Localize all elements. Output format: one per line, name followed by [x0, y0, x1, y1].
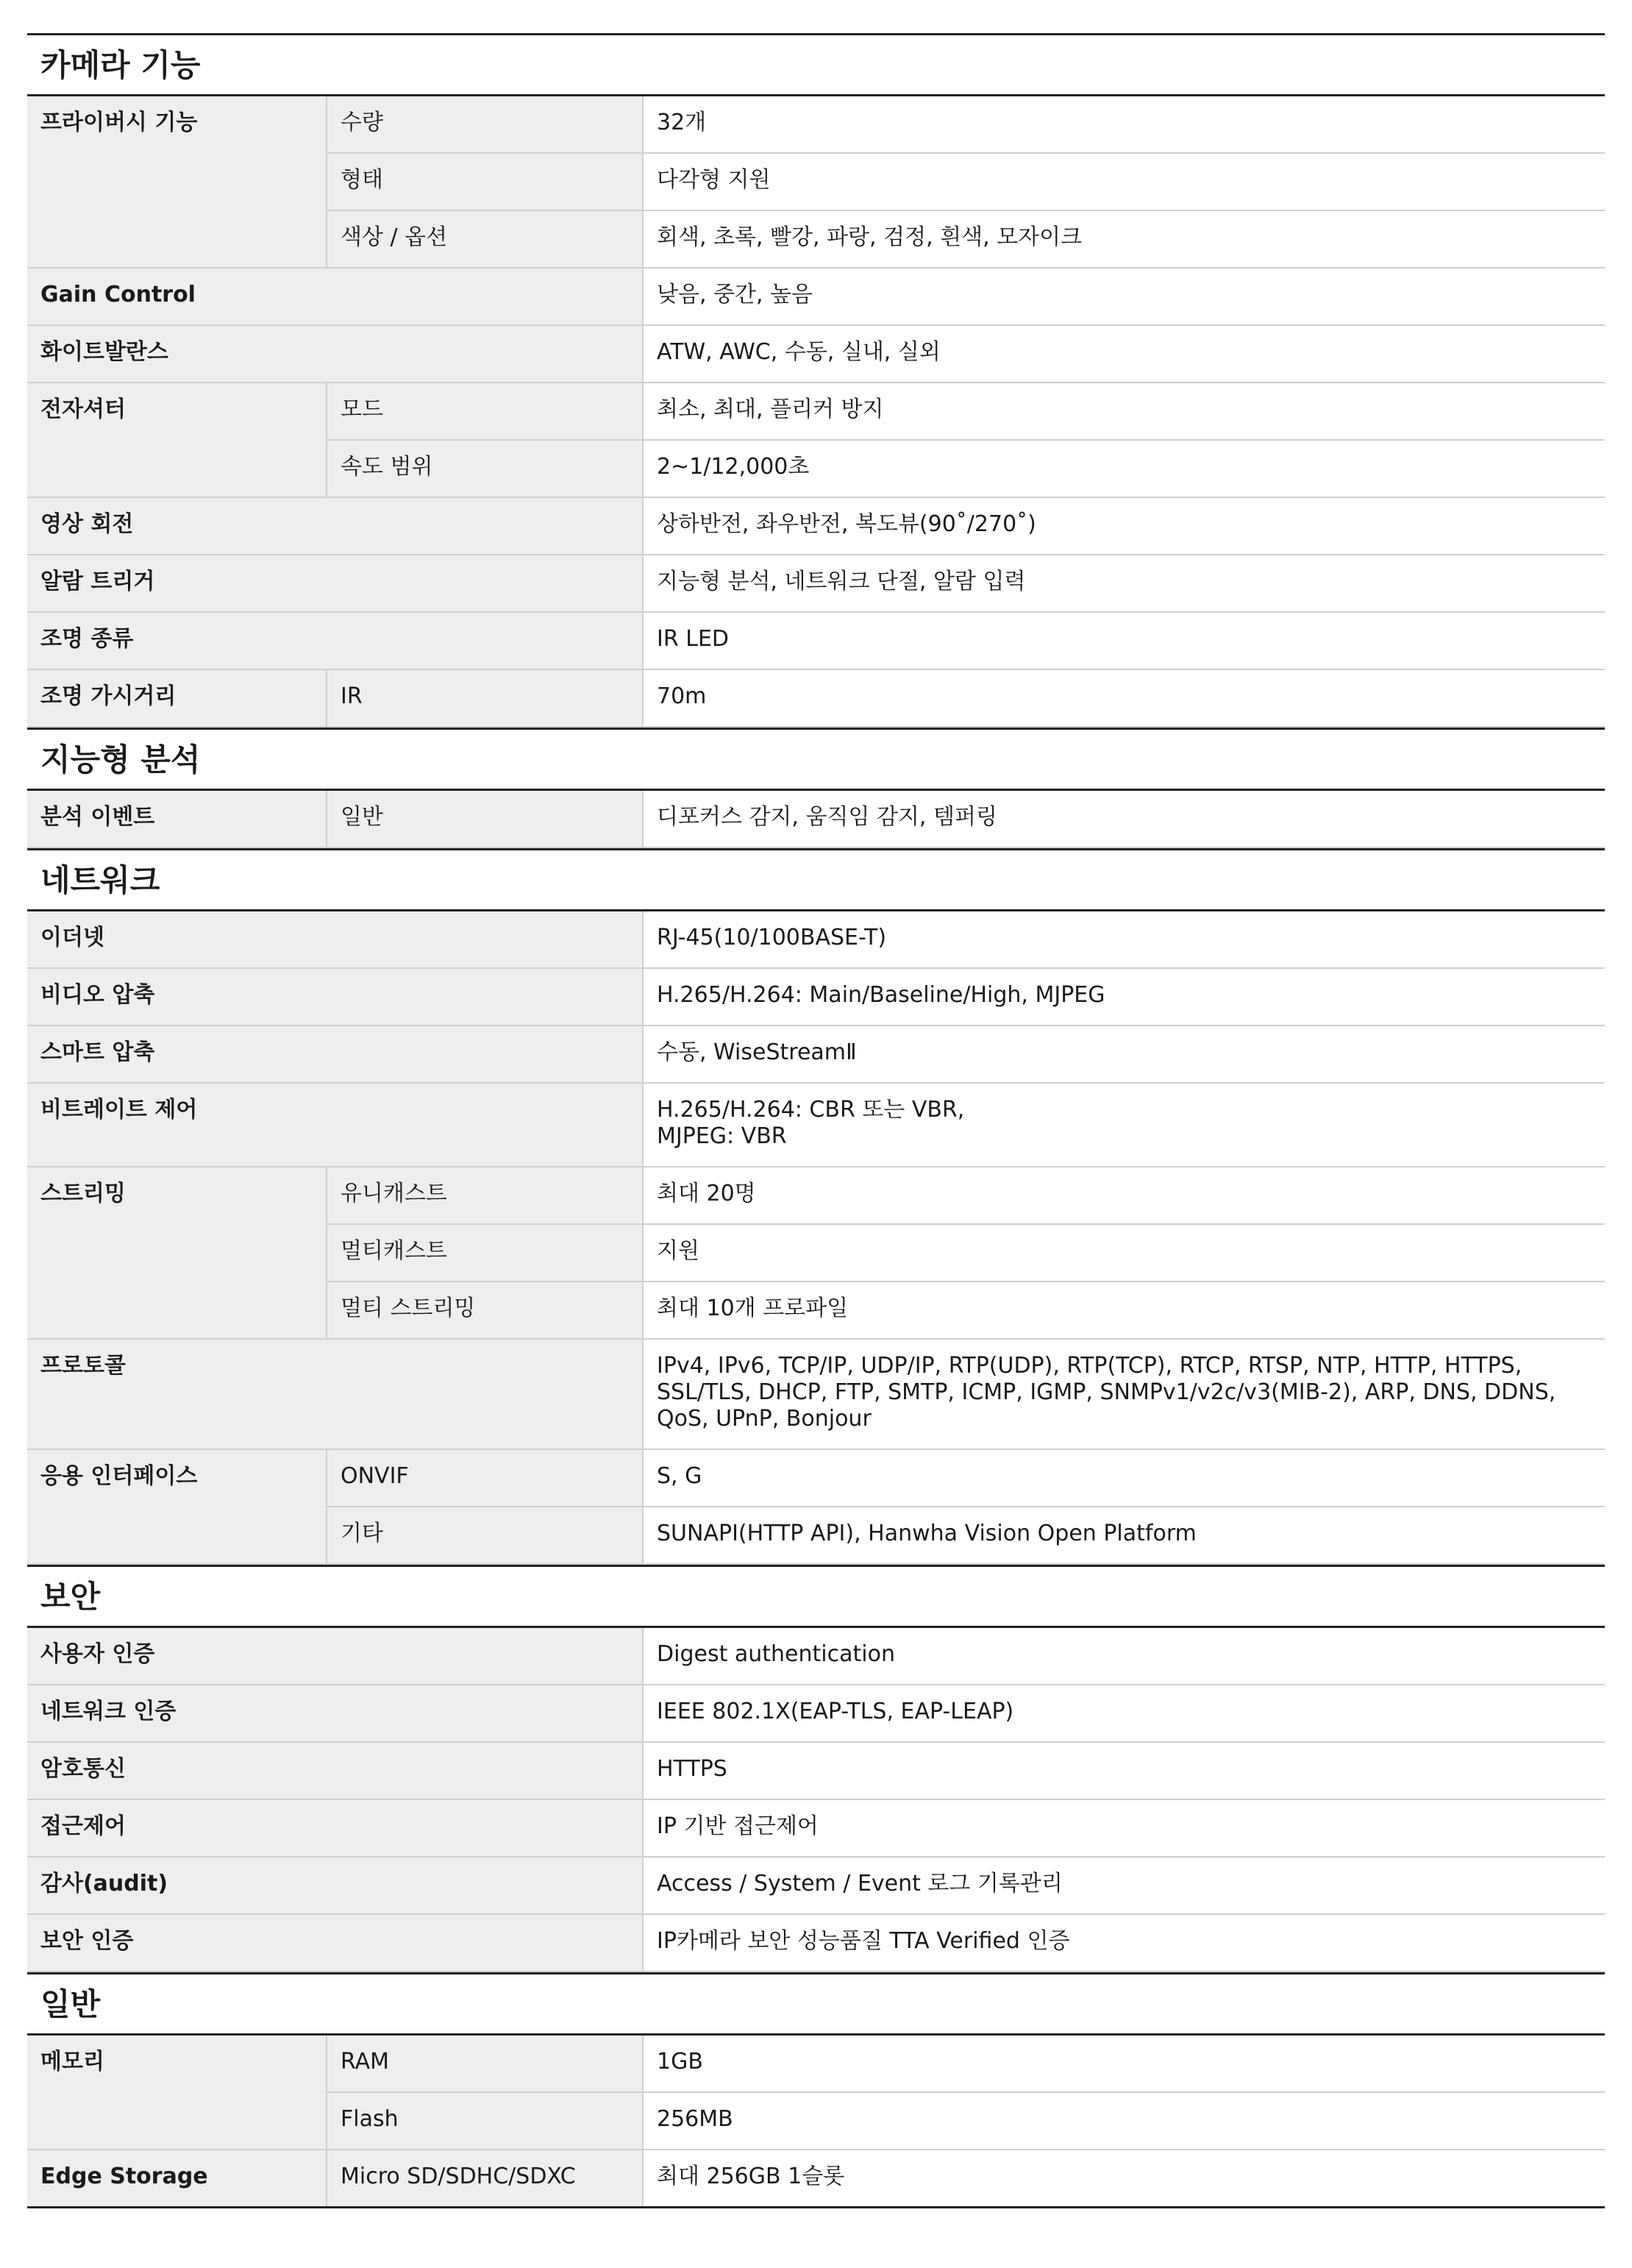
spec-label: 응용 인터페이스: [27, 1449, 327, 1564]
spec-row: [27, 968, 1605, 1025]
spec-value: ATW, AWC, 수동, 실내, 실외: [643, 325, 1605, 383]
spec-value: 최소, 최대, 플리커 방지: [643, 383, 1605, 440]
spec-row: [27, 791, 1605, 847]
spec-row: [27, 1167, 1605, 1224]
spec-value: SUNAPI(HTTP API), Hanwha Vision Open Platform: [643, 1507, 1605, 1564]
spec-value: 상하반전, 좌우반전, 복도뷰(90˚/270˚): [643, 497, 1605, 555]
spec-value: 1GB: [643, 2036, 1605, 2092]
spec-row: [27, 1628, 1605, 1685]
spec-row: [27, 383, 1605, 440]
spec-label: 스트리밍: [27, 1167, 327, 1339]
section-title: 일반: [27, 1972, 1605, 2036]
spec-sublabel: 멀티 스트리밍: [327, 1281, 643, 1339]
spec-label: 비트레이트 제어: [27, 1083, 643, 1167]
spec-value: 최대 20명: [643, 1167, 1605, 1224]
spec-row: [27, 497, 1605, 555]
spec-sublabel: 색상 / 옵션: [327, 210, 643, 268]
spec-label: 비디오 압축: [27, 968, 643, 1025]
spec-section: [27, 1565, 1605, 1972]
spec-value: RJ-45(10/100BASE-T): [643, 911, 1605, 968]
spec-sublabel: 유니캐스트: [327, 1167, 643, 1224]
spec-value: 최대 10개 프로파일: [643, 1281, 1605, 1339]
spec-table: [27, 2036, 1605, 2208]
spec-label: 분석 이벤트: [27, 791, 327, 847]
spec-sublabel: 형태: [327, 153, 643, 210]
spec-sublabel: 속도 범위: [327, 440, 643, 497]
spec-section: [27, 848, 1605, 1565]
spec-label: 암호통신: [27, 1742, 643, 1799]
spec-row: [27, 1339, 1605, 1449]
spec-row: [27, 1025, 1605, 1083]
spec-label: 조명 가시거리: [27, 669, 327, 727]
spec-label: 전자셔터: [27, 383, 327, 497]
spec-section: [27, 1972, 1605, 2208]
spec-sheet: [27, 33, 1605, 2208]
spec-value: 회색, 초록, 빨강, 파랑, 검정, 흰색, 모자이크: [643, 210, 1605, 268]
spec-value: Digest authentication: [643, 1628, 1605, 1685]
spec-sublabel: IR: [327, 669, 643, 727]
spec-sublabel: ONVIF: [327, 1449, 643, 1507]
spec-label: 보안 인증: [27, 1914, 643, 1972]
spec-value: IP 기반 접근제어: [643, 1799, 1605, 1857]
spec-row: [27, 1799, 1605, 1857]
spec-label: 화이트발란스: [27, 325, 643, 383]
spec-row: [27, 555, 1605, 612]
spec-value: IPv4, IPv6, TCP/IP, UDP/IP, RTP(UDP), RTP(TCP), RTCP, RTSP, NTP, HTTP, HTTPS, SSL/TLS, DHCP, FTP, SMTP, ICMP, IGMP, SNMPv1/v2c/v3(MIB-2), ARP, DNS, DDNS, QoS, UPnP, Bonjour: [643, 1339, 1605, 1449]
spec-row: [27, 268, 1605, 325]
spec-label: 스마트 압축: [27, 1025, 643, 1083]
spec-table: [27, 1628, 1605, 1972]
spec-sublabel: 모드: [327, 383, 643, 440]
spec-label: 이더넷: [27, 911, 643, 968]
spec-row: [27, 1685, 1605, 1742]
spec-value: IP카메라 보안 성능품질 TTA Verified 인증: [643, 1914, 1605, 1972]
spec-label: Gain Control: [27, 268, 643, 325]
spec-value: 2~1/12,000초: [643, 440, 1605, 497]
spec-row: [27, 325, 1605, 383]
spec-value: 지능형 분석, 네트워크 단절, 알람 입력: [643, 555, 1605, 612]
spec-value: H.265/H.264: Main/Baseline/High, MJPEG: [643, 968, 1605, 1025]
spec-label: Edge Storage: [27, 2150, 327, 2208]
spec-value: 수동, WiseStreamⅡ: [643, 1025, 1605, 1083]
spec-section: [27, 33, 1605, 728]
spec-label: 사용자 인증: [27, 1628, 643, 1685]
spec-label: 감사(audit): [27, 1857, 643, 1914]
spec-value: 최대 256GB 1슬롯: [643, 2150, 1605, 2208]
spec-label: 조명 종류: [27, 612, 643, 669]
section-title: 네트워크: [27, 848, 1605, 911]
spec-value: HTTPS: [643, 1742, 1605, 1799]
spec-value: S, G: [643, 1449, 1605, 1507]
spec-label: 알람 트리거: [27, 555, 643, 612]
spec-value: 256MB: [643, 2092, 1605, 2150]
spec-value: Access / System / Event 로그 기록관리: [643, 1857, 1605, 1914]
spec-value: 70m: [643, 669, 1605, 727]
spec-sublabel: 수량: [327, 96, 643, 153]
spec-value: H.265/H.264: CBR 또는 VBR, MJPEG: VBR: [643, 1083, 1605, 1167]
section-title: 보안: [27, 1565, 1605, 1628]
spec-row: [27, 96, 1605, 153]
spec-value: IR LED: [643, 612, 1605, 669]
spec-row: [27, 911, 1605, 968]
spec-label: 메모리: [27, 2036, 327, 2150]
spec-value: 디포커스 감지, 움직임 감지, 템퍼링: [643, 791, 1605, 847]
spec-value: 지원: [643, 1224, 1605, 1281]
spec-table: [27, 911, 1605, 1565]
spec-sublabel: 기타: [327, 1507, 643, 1564]
spec-value: IEEE 802.1X(EAP-TLS, EAP-LEAP): [643, 1685, 1605, 1742]
spec-value: 다각형 지원: [643, 153, 1605, 210]
spec-sublabel: Micro SD/SDHC/SDXC: [327, 2150, 643, 2208]
spec-row: [27, 1914, 1605, 1972]
spec-row: [27, 1857, 1605, 1914]
spec-row: [27, 669, 1605, 727]
spec-value: 낮음, 중간, 높음: [643, 268, 1605, 325]
section-title: 지능형 분석: [27, 728, 1605, 791]
spec-sublabel: Flash: [327, 2092, 643, 2150]
spec-row: [27, 2036, 1605, 2092]
spec-table: [27, 791, 1605, 848]
spec-label: 프로토콜: [27, 1339, 643, 1449]
spec-label: 접근제어: [27, 1799, 643, 1857]
spec-row: [27, 1083, 1605, 1167]
spec-row: [27, 612, 1605, 669]
spec-section: [27, 728, 1605, 848]
spec-label: 네트워크 인증: [27, 1685, 643, 1742]
spec-sublabel: RAM: [327, 2036, 643, 2092]
spec-table: [27, 96, 1605, 728]
spec-label: 프라이버시 기능: [27, 96, 327, 268]
spec-sublabel: 멀티캐스트: [327, 1224, 643, 1281]
spec-row: [27, 1742, 1605, 1799]
spec-row: [27, 2150, 1605, 2208]
spec-value: 32개: [643, 96, 1605, 153]
section-title: 카메라 기능: [27, 33, 1605, 96]
spec-label: 영상 회전: [27, 497, 643, 555]
spec-row: [27, 1449, 1605, 1507]
spec-sublabel: 일반: [327, 791, 643, 847]
